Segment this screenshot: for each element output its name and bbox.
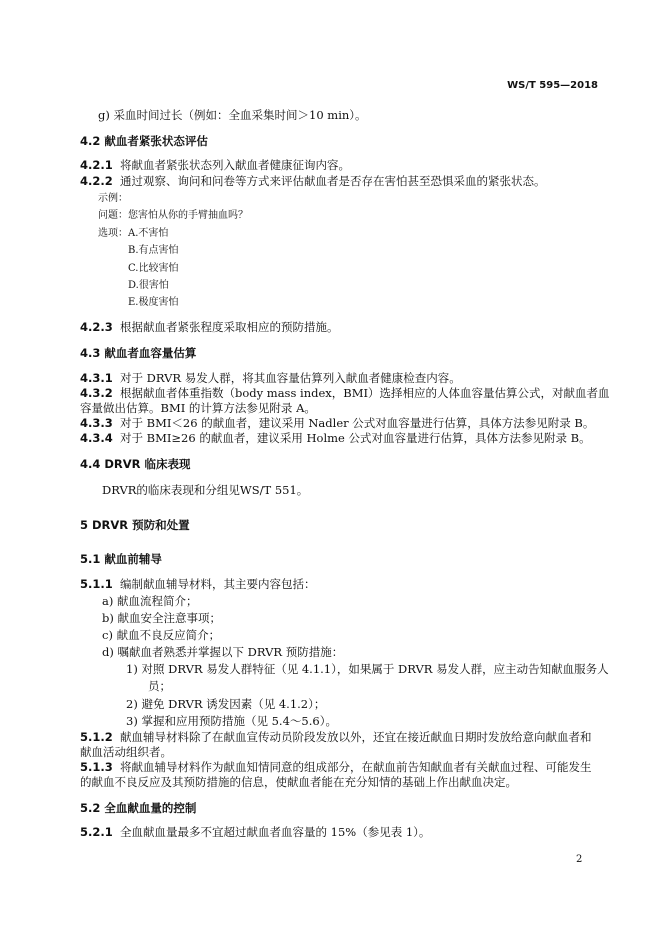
clause-number: 4.2.3	[80, 320, 113, 334]
doc-code: WS/T 595—2018	[507, 80, 598, 91]
example-option: C.比较害怕	[128, 263, 179, 274]
sub-item-1-cont: 员；	[148, 679, 171, 693]
clause-number: 4.3.4	[80, 431, 113, 445]
clause-number: 5.1.2	[80, 730, 113, 744]
example-option: D.很害怕	[128, 280, 169, 291]
clause-text: 将献血者紧张状态列入献血者健康征询内容。	[120, 158, 350, 172]
clause-text: 对于 BMI≥26 的献血者，建议采用 Holme 公式对血容量进行估算，具体方法参见附录 B。	[120, 431, 591, 445]
example-label: 示例：	[98, 193, 128, 204]
list-item-a: a) 献血流程简介；	[102, 594, 198, 608]
paragraph-4-4: DRVR的临床表现和分组见WS/T 551。	[102, 483, 309, 497]
list-item-d: d) 嘱献血者熟悉并掌握以下 DRVR 预防措施：	[102, 645, 344, 659]
clause-number: 4.2.2	[80, 174, 113, 188]
sub-item-3: 3) 掌握和应用预防措施（见 5.4～5.6）。	[126, 714, 337, 728]
page-number: 2	[576, 854, 583, 865]
clause-text: 对于 BMI＜26 的献血者，建议采用 Nadler 公式对血容量进行估算，具体方法参见附录 B。	[120, 416, 595, 430]
clause-text: 全血献血量最多不宜超过献血者血容量的 15%（参见表 1）。	[120, 825, 431, 839]
example-option: A.不害怕	[128, 228, 169, 239]
clause-4-3-3	[80, 416, 594, 431]
clause-text: 对于 DRVR 易发人群，将其血容量估算列入献血者健康检查内容。	[120, 371, 461, 385]
clause-number: 5.1.1	[80, 577, 113, 591]
clause-4-2-3	[80, 320, 339, 335]
list-item-b: b) 献血安全注意事项；	[102, 611, 222, 625]
clause-text: 编制献血辅导材料，其主要内容包括：	[120, 577, 316, 591]
clause-4-2-1	[80, 158, 350, 173]
example-option: E.极度害怕	[128, 297, 179, 308]
chapter-heading-5: 5 DRVR 预防和处置	[80, 518, 190, 532]
clause-number: 4.3.3	[80, 416, 113, 430]
section-heading-4-4: 4.4 DRVR 临床表现	[80, 457, 191, 471]
clause-text: 通过观察、询问和问卷等方式来评估献血者是否存在害怕甚至恐惧采血的紧张状态。	[120, 174, 546, 188]
clause-number: 5.2.1	[80, 825, 113, 839]
list-item-g: g) 采血时间过长（例如：全血采集时间＞10 min）。	[98, 108, 367, 122]
clause-5-1-2	[80, 730, 592, 745]
clause-text: 将献血辅导材料作为献血知情同意的组成部分，在献血前告知献血者有关献血过程、可能发生	[120, 760, 592, 774]
clause-5-1-1	[80, 577, 316, 592]
clause-number: 4.2.1	[80, 158, 113, 172]
clause-5-2-1	[80, 825, 430, 840]
sub-item-2: 2) 避免 DRVR 诱发因素（见 4.1.2）；	[126, 697, 326, 711]
clause-number: 4.3.2	[80, 386, 113, 400]
clause-4-3-2	[80, 386, 610, 401]
section-heading-4-3: 4.3 献血者血容量估算	[80, 346, 197, 360]
clause-4-2-2	[80, 174, 546, 189]
clause-text: 献血辅导材料除了在献血宣传动员阶段发放以外，还宜在接近献血日期时发放给意向献血者和	[120, 730, 592, 744]
clause-4-3-1	[80, 371, 461, 386]
clause-number: 4.3.1	[80, 371, 113, 385]
section-heading-5-2: 5.2 全血献血量的控制	[80, 801, 197, 815]
example-question: 问题：您害怕从你的手臂抽血吗？	[98, 210, 248, 221]
example-option: B.有点害怕	[128, 245, 179, 256]
example-options-label: 选项：	[98, 228, 128, 239]
clause-4-3-4	[80, 431, 591, 446]
section-heading-5-1: 5.1 献血前辅导	[80, 552, 162, 566]
clause-number: 5.1.3	[80, 760, 113, 774]
clause-5-1-3	[80, 760, 592, 775]
clause-5-1-3-cont: 的献血不良反应及其预防措施的信息，使献血者能在充分知情的基础上作出献血决定。	[80, 775, 517, 789]
clause-text: 根据献血者紧张程度采取相应的预防措施。	[120, 320, 339, 334]
clause-4-3-2-cont: 容量做出估算。BMI 的计算方法参见附录 A。	[80, 401, 316, 415]
clause-text: 根据献血者体重指数（body mass index，BMI）选择相应的人体血容量估算公式，对献血者血	[120, 386, 610, 400]
sub-item-1: 1) 对照 DRVR 易发人群特征（见 4.1.1），如果属于 DRVR 易发人群，应主动告知献血服务人	[126, 662, 609, 676]
section-heading-4-2: 4.2 献血者紧张状态评估	[80, 134, 208, 148]
clause-5-1-2-cont: 献血活动组织者。	[80, 745, 172, 759]
list-item-c: c) 献血不良反应简介；	[102, 628, 221, 642]
